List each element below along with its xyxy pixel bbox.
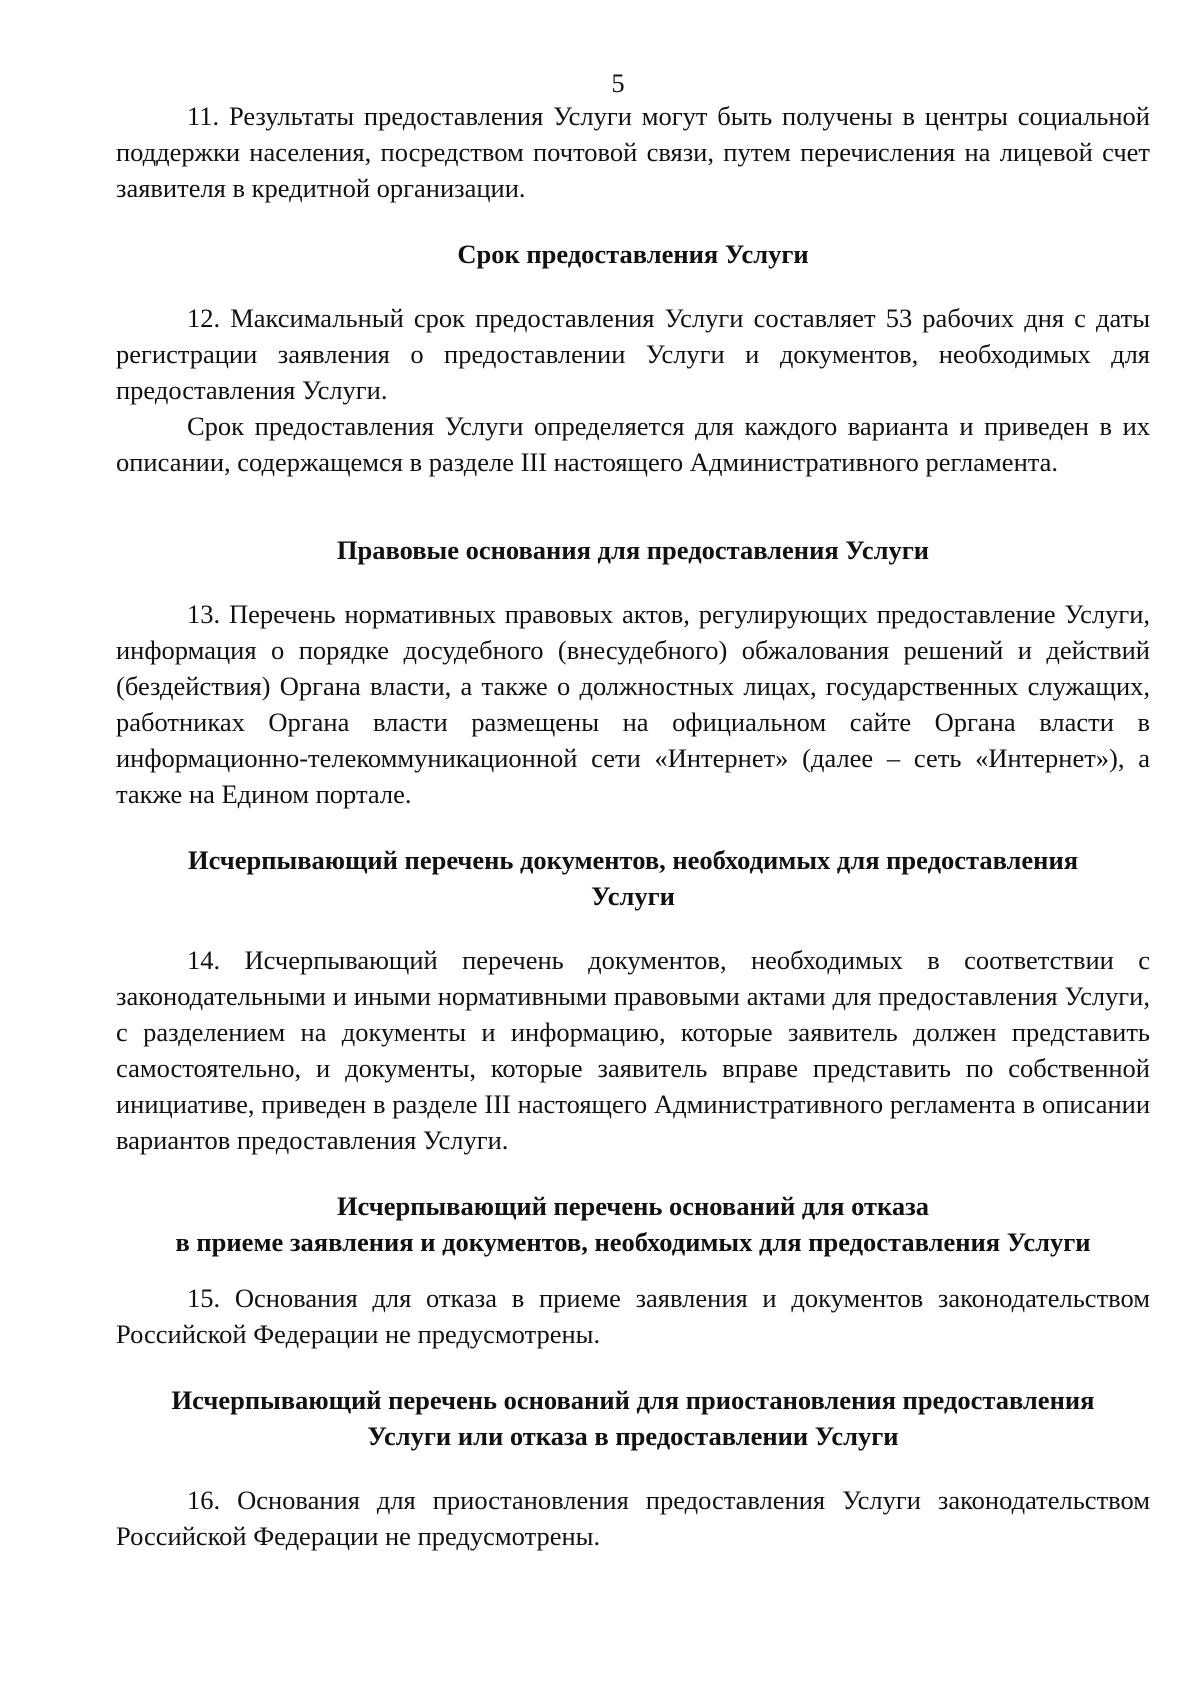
heading-refusal-grounds bbox=[116, 1188, 1150, 1260]
heading-line: Услуги или отказа в предоставлении Услуги bbox=[367, 1421, 899, 1451]
paragraph-11: 11. Результаты предоставления Услуги могут быть получены в центры социальной поддержки населения, посредством почтовой связи, путем перечисления на лицевой счет заявителя в кредитной организации. bbox=[116, 101, 1150, 203]
paragraph-13: 13. Перечень нормативных правовых актов, регулирующих предоставление Услуги, информация о порядке досудебного (внесудебного) обжалования решений и действий (бездействия) Органа власти, а также о должностных лицах, государственных служащих, работниках Органа власти размещены на официальном сайте Органа власти в информационно-телекоммуникационной сети «Интернет» (далее – сеть «Интернет»), а также на Едином портале. bbox=[116, 599, 1150, 809]
page-number: 5 bbox=[611, 68, 625, 98]
heading-suspension-grounds bbox=[116, 1382, 1150, 1454]
heading-line: в приеме заявления и документов, необходимых для предоставления Услуги bbox=[175, 1227, 1091, 1257]
heading-line: Услуги bbox=[591, 881, 675, 911]
paragraph-14: 14. Исчерпывающий перечень документов, необходимых в соответствии с законодательными и иными нормативными правовыми актами для предоставления Услуги, с разделением на документы и информацию, которые заявитель должен представить самостоятельно, и документы, которые заявитель вправе представить по собственной инициативе, приведен в разделе III настоящего Административного регламента в описании вариантов предоставления Услуги. bbox=[116, 945, 1150, 1155]
heading-documents-list bbox=[116, 842, 1150, 914]
paragraph-16: 16. Основания для приостановления предоставления Услуги законодательством Российской Федерации не предусмотрены. bbox=[116, 1485, 1150, 1551]
paragraph-12: 12. Максимальный срок предоставления Услуги составляет 53 рабочих дня с даты регистрации заявления о предоставлении Услуги и документов, необходимых для предоставления Услуги. bbox=[116, 303, 1150, 405]
heading-line: Исчерпывающий перечень документов, необходимых для предоставления bbox=[187, 845, 1079, 875]
paragraph-12-continued: Срок предоставления Услуги определяется для каждого варианта и приведен в их описании, содержащемся в разделе III настоящего Административного регламента. bbox=[116, 411, 1150, 477]
heading-service-term: Срок предоставления Услуги bbox=[457, 239, 809, 269]
heading-line: Исчерпывающий перечень оснований для отказа bbox=[336, 1191, 930, 1221]
heading-legal-grounds: Правовые основания для предоставления Услуги bbox=[336, 535, 930, 565]
paragraph-15: 15. Основания для отказа в приеме заявления и документов законодательством Российской Федерации не предусмотрены. bbox=[116, 1283, 1150, 1349]
heading-line: Исчерпывающий перечень оснований для приостановления предоставления bbox=[171, 1385, 1095, 1415]
